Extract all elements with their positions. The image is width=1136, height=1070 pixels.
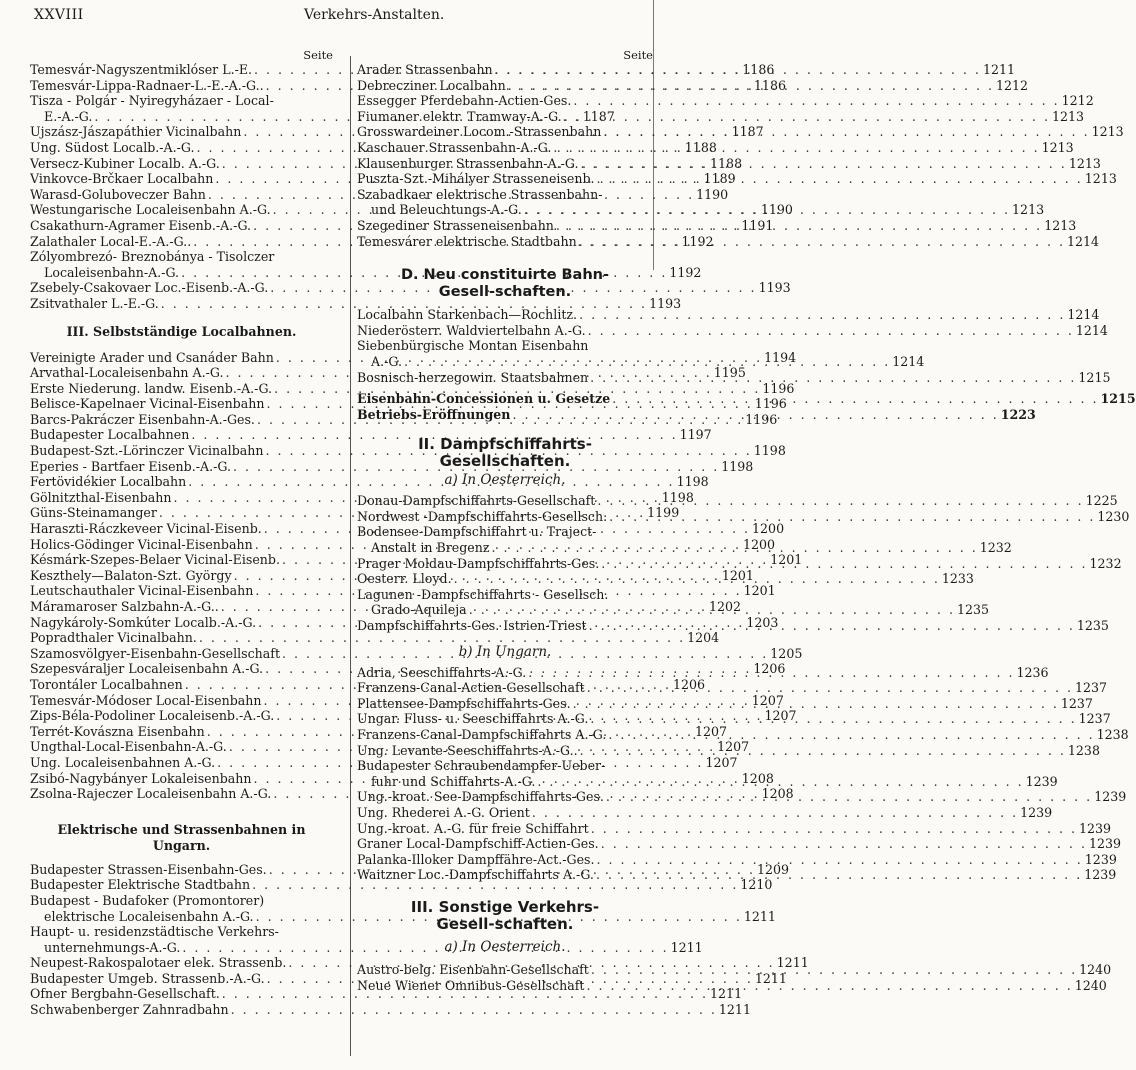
entry-title: Gölnitzthal-Eisenbahn [30, 489, 172, 505]
dot-leader [601, 124, 1089, 140]
entry-page-number: 1199 [647, 505, 680, 521]
entry-page-number: 1195 [713, 365, 746, 381]
entry-page-number: 1225 [1085, 493, 1118, 509]
entry-title: Austro-belg. Eisenbahn-Gesellschaft [357, 961, 589, 977]
entry-title: Donau-Dampfschiffahrts-Gesellschaft [357, 493, 596, 509]
entry-page-number: 1207 [695, 723, 728, 739]
entry-title: Grado-Aquileja [371, 602, 467, 618]
entry-title: Temesvárer elektrische Stadtbahn [357, 233, 577, 249]
entry-title: Popradthaler Vicinalbahn. [30, 630, 197, 646]
dot-leader [577, 234, 1065, 250]
entry-page-number: 1200 [752, 521, 785, 537]
entry-title: Haupt- u. residenzstädtische Verkehrs- [30, 924, 279, 940]
entry-page-number: 1201 [770, 552, 803, 568]
subsection-title: a) In Oesterreich. [444, 938, 566, 955]
index-entry [30, 427, 712, 443]
index-entry [357, 524, 653, 540]
entry-title: Zalathaler Local-E.-A.-G.. [30, 233, 192, 249]
index-entry [30, 443, 786, 459]
index-entry [357, 804, 1053, 821]
entry-page-number: 1233 [941, 571, 974, 587]
section-title: III. Sonstige Verkehrs-Gesell-schaften. [410, 897, 600, 933]
section-title: II. Dampfschiffahrts-Gesellschaften. [418, 435, 592, 471]
entry-title: unternehmungs-A.-G. [44, 939, 181, 955]
entry-page-number: 1236 [1016, 664, 1049, 680]
entry-title: Versecz-Kubiner Localb. A.-G. [30, 155, 220, 171]
index-entry [357, 322, 1108, 339]
entry-page-number: 1211 [754, 970, 787, 986]
dot-leader [535, 774, 1023, 790]
entry-page-number: 1239 [1084, 867, 1117, 883]
entry-page-number: 1190 [760, 202, 793, 218]
entry-page-number: 1213 [1084, 171, 1117, 187]
entry-page-number: 1211 [670, 939, 703, 955]
entry-title: elektrische Localeisenbahn A.-G. [44, 908, 254, 924]
index-entry [30, 93, 333, 109]
entry-title: Budapester Strassen-Eisenbahn-Ges. [30, 861, 267, 877]
entry-page-number: 1240 [1079, 961, 1112, 977]
entry-page-number: 1202 [709, 599, 742, 614]
entry-page-number: 1211 [710, 986, 743, 1002]
entry-title: Arvathal-Localeisenbahn A.-G. [30, 365, 224, 381]
entry-title: Neue Wiener Omnibus-Gesellschaft [357, 977, 585, 993]
entry-title: Budapester Elektrische Stadtbahn [30, 877, 251, 893]
dot-leader [606, 727, 1094, 743]
dot-leader [594, 867, 1082, 883]
index-entry [357, 587, 653, 603]
dot-leader [229, 1002, 717, 1018]
dot-leader [489, 540, 977, 556]
entry-title: Dampfschiffahrts-Ges. Istrien-Triest [357, 618, 587, 634]
index-entry [357, 851, 1117, 868]
entry-page-number: 1186 [753, 77, 786, 93]
entry-title: Vinkovce-Brčkaer Localbahn [30, 171, 214, 187]
dot-leader [530, 805, 1018, 821]
dot-leader [562, 109, 1050, 125]
subsection-title: a) In Oesterreich. [444, 472, 566, 489]
dot-leader [585, 680, 1073, 696]
entry-page-number: 1196 [762, 380, 795, 396]
entry-title: Oesterr. Lloyd. [357, 571, 452, 587]
entry-title: Grosswardeiner Locom.-Strassenbahn [357, 124, 602, 140]
dot-leader [522, 202, 1010, 218]
entry-title: Vereinigte Arader und Csanáder Bahn [30, 349, 274, 365]
index-entry [30, 264, 702, 281]
entry-title: Haraszti-Ráczkeveer Vicinal-Eisenb. [30, 521, 262, 537]
entry-title: Ung.-kroat. See-Dampfschiffahrts-Ges. [357, 789, 604, 805]
entry-title: Ung. Levante-Seeschiffahrts-A.-G.. [357, 742, 578, 758]
entry-title: Erste Niederung. landw. Eisenb.-A.-G. [30, 380, 273, 396]
dot-leader [579, 156, 1067, 172]
entry-title: Ofner Bergbahn-Gesellschaft. [30, 986, 220, 1002]
entry-title: Temesvár-Módoser Local-Eisenbahn [30, 692, 262, 708]
entry-page-number: 1223 [1000, 406, 1036, 422]
entry-page-number: 1237 [1060, 695, 1093, 711]
index-entry [30, 893, 333, 909]
entry-title: Budapester Localbahnen [30, 427, 190, 443]
entry-title: Localeisenbahn-A.-G. [44, 264, 180, 280]
entry-page-number: 1194 [764, 349, 797, 365]
entry-title: Zsibó-Nagybányer Lokaleisenbahn [30, 770, 252, 786]
entry-title: Szamosvölgyer-Eisenbahn-Gesellschaft [30, 645, 281, 661]
entry-title: Fiumaner elektr. Tramway-A.-G. [357, 108, 562, 124]
index-entry [30, 924, 333, 940]
entry-title: Szabadkaer elektrische Strassenbahn- [357, 186, 603, 202]
entry-page-number: 1186 [742, 62, 775, 77]
entry-title: Budapester Schraubendampfer-Ueber- [357, 758, 606, 774]
index-entry [357, 187, 653, 203]
entry-page-number: 1212 [1061, 93, 1094, 109]
entry-title: Csakathurn-Agramer Eisenb.-A.-G. [30, 217, 252, 233]
entry-page-number: 1198 [676, 474, 709, 490]
page-header [34, 7, 648, 27]
entry-title: Fertövidékier Localbahn [30, 474, 187, 490]
entry-title: Puszta-Szt.-Mihályer Strasseneisenb. [357, 171, 595, 187]
entry-title: Niederösterr. Waldviertelbahn A.-G. [357, 322, 586, 338]
entry-page-number: 1196 [745, 411, 778, 427]
dot-leader [467, 602, 955, 618]
entry-page-number: 1213 [1012, 202, 1045, 218]
entry-title: Holics-Gödinger Vicinal-Eisenbahn [30, 536, 253, 552]
dot-leader [604, 789, 1092, 805]
index-entry [30, 380, 795, 397]
entry-title: Nagykároly-Somkúter Localb.-A.-G. [30, 614, 257, 630]
entry-title: Kaschauer Strassenbahn-A.-G. [357, 139, 552, 155]
entry-title: Warasd-Golubovеczer Bahn [30, 186, 206, 202]
seite-label: Seite [303, 48, 333, 62]
entry-page-number: 1203 [746, 614, 779, 630]
entry-title: Zsebely-Csakovaer Loc.-Eisenb.-A.-G. [30, 280, 269, 296]
entry-page-number: 1191 [741, 217, 774, 233]
entry-title: Zsitvathaler L.-E.-G. [30, 295, 159, 311]
entry-title: Anstalt in Bregenz [371, 540, 490, 556]
entry-title: Szegediner Strasseneisenbahn [357, 217, 554, 233]
entry-title: Ung. Südost Localb.-A.-G. [30, 139, 195, 155]
entry-page-number: 1214 [1075, 322, 1108, 338]
entry-page-number: 1238 [1096, 727, 1129, 742]
entry-page-number: 1190 [696, 186, 729, 202]
entry-title: Temesvár-Lippa-Radnaer-L.-E.-A.-G.. [30, 77, 264, 93]
entry-title: Barcs-Pakráczer Eisenbahn-A.-Ges. [30, 411, 255, 427]
entry-page-number: 1235 [1076, 618, 1109, 634]
dot-leader [554, 218, 1042, 234]
entry-title: A.-G. [371, 353, 402, 369]
entry-title: Adria, Seeschiffahrts-A.-G. [357, 664, 527, 680]
entry-page-number: 1193 [758, 280, 791, 296]
entry-title: Terrét-Kovászna Eisenbahn [30, 723, 205, 739]
dot-leader [493, 62, 981, 78]
entry-page-number: 1239 [1084, 851, 1117, 867]
entry-title: Nordwest -Dampfschiffahrts-Gesellsch. [357, 508, 608, 524]
entry-page-number: 1212 [995, 77, 1029, 93]
entry-page-number: 1209 [756, 861, 790, 877]
entry-page-number: 1207 [717, 739, 750, 755]
entry-page-number: 1193 [649, 295, 682, 311]
entry-page-number: 1189 [703, 171, 736, 187]
entry-title: Leutschauthaler Vicinal-Eisenbahn [30, 583, 254, 599]
entry-page-number: 1211 [776, 955, 809, 971]
index-entry [30, 249, 333, 265]
entry-title: Temesvár-Nagyszentmiklóser L.-E. [30, 62, 253, 77]
entry-page-number: 1237 [1078, 711, 1111, 727]
entry-page-number: 1213 [1068, 155, 1101, 171]
index-entry [30, 908, 776, 925]
dot-leader [587, 618, 1075, 634]
dot-leader [402, 354, 890, 370]
index-entry [30, 877, 773, 893]
entry-page-number: 1196 [754, 396, 787, 412]
entry-page-number: 1213 [1041, 139, 1074, 155]
dot-leader [551, 140, 1039, 156]
entry-title: Budapest - Budafoker (Promontorer) [30, 892, 265, 908]
entry-page-number: 1213 [1051, 108, 1085, 124]
entry-title: Westungarische Localeisenbahn A.-G. [30, 202, 271, 218]
entry-title: Belisce-Kapelnaer Vicinal-Eisenbahn [30, 396, 265, 412]
entry-page-number: 1239 [1088, 836, 1122, 852]
entry-title: E.-A.-G. [44, 108, 93, 124]
entry-page-number: 1211 [718, 1002, 751, 1018]
entry-title: Torontáler Localbahnen [30, 676, 183, 692]
entry-page-number: 1200 [742, 536, 776, 552]
entry-page-number: 1206 [753, 661, 786, 677]
dot-leader [586, 323, 1074, 339]
entry-title: fuhr und Schiffahrts-A.-G. [371, 773, 536, 789]
dot-leader [584, 978, 1072, 994]
section-title: III. Selbstständige Localbahnen. [66, 323, 297, 339]
entry-title: Ujszász-Jászapáthier Vicinalbahn [30, 124, 242, 140]
entry-title: Graner Local-Dampfschiff-Actien-Ges. [357, 836, 599, 852]
index-entry [30, 458, 754, 475]
entry-page-number: 1214 [892, 353, 925, 369]
entry-title: Güns-Steinamanger [30, 505, 157, 521]
dot-leader [599, 556, 1087, 572]
entry-page-number: 1188 [684, 139, 717, 155]
entry-page-number: 1232 [979, 540, 1012, 556]
entry-page-number: 1239 [1094, 789, 1127, 805]
entry-title: Bodensee-Dampfschiffahrt u. Traject- [357, 524, 597, 540]
entry-page-number: 1239 [1025, 773, 1058, 789]
entry-page-number: 1210 [740, 877, 773, 893]
entry-title: Ungthal-Local-Eisenbahn-A.-G. [30, 739, 227, 755]
entry-title: Ung. Localeisenbahnen A.-G. [30, 754, 216, 770]
entry-page-number: 1214 [1067, 233, 1100, 249]
entry-page-number: 1201 [743, 583, 776, 599]
entry-title: Neupest-Rakospalotaer elek. Strassenb. [30, 955, 287, 971]
entry-title: Franzens-Canal-Actien-Gesellschaft [357, 680, 585, 696]
entry-title: Zólyombrezó- Breznobánya - Tisolczer [30, 249, 275, 265]
dot-leader [588, 370, 1076, 386]
dot-leader [571, 93, 1059, 109]
entry-page-number: 1239 [1020, 804, 1053, 820]
entry-title: Késmárk-Szepes-Belaer Vicinal-Eisenb. [30, 552, 280, 568]
entry-title: Keszthely—Balaton-Szt. György [30, 567, 232, 583]
entry-page-number: 1237 [1075, 680, 1108, 696]
index-entry [357, 338, 653, 354]
entry-title: Máramaroser Salzbahn-A.-G.. [30, 599, 219, 614]
entry-title: Budapester Umgeb. Strassenb.-A.-G. [30, 970, 265, 986]
entry-page-number: 1206 [672, 676, 706, 692]
entry-page-number: 1205 [770, 645, 803, 661]
dot-leader [577, 307, 1065, 323]
dot-leader [607, 509, 1095, 525]
subsection-title: b) In Ungarn. [458, 643, 552, 660]
entry-page-number: 1213 [1044, 217, 1077, 233]
entry-page-number: 1207 [751, 692, 784, 708]
entry-page-number: 1214 [1067, 307, 1100, 323]
index-entry [30, 630, 720, 646]
entry-title: Localbahn Starkenbach—Rochlitz. [357, 307, 578, 323]
entry-title: Prager Moldau-Dampfschiffahrts-Ges. [357, 555, 600, 571]
dot-leader [571, 696, 1059, 712]
index-entry [30, 280, 791, 296]
dot-leader [506, 78, 994, 94]
entry-title: Arader Strassenbahn [357, 62, 493, 77]
entry-page-number: 1192 [681, 233, 714, 249]
entry-title: Schwabenberger Zahnradbahn [30, 1002, 229, 1018]
index-entry [357, 820, 1112, 837]
entry-page-number: 1208 [761, 786, 794, 802]
dot-leader [452, 571, 940, 587]
entry-page-number: 1213 [1091, 124, 1124, 140]
dot-leader [510, 407, 998, 423]
page-number: XXVIII [34, 7, 84, 23]
entry-page-number: 1232 [1089, 555, 1122, 571]
entry-page-number: 1198 [753, 443, 786, 459]
entry-page-number: 1187 [731, 124, 764, 140]
section-title: Elektrische und Strassenbahnen in Ungarn. [57, 821, 306, 853]
entry-page-number: 1240 [1074, 977, 1107, 993]
entry-page-number: 1192 [669, 264, 702, 280]
entry-title: Zips-Béla-Podoliner Localeisenb.-A.-G. [30, 708, 275, 724]
index-entry [357, 307, 1100, 323]
entry-title: Siebenbürgische Montan Eisenbahn [357, 338, 589, 354]
entry-title: Essegger Pferdebahn-Actien-Ges. [357, 93, 572, 109]
dot-leader [578, 743, 1066, 759]
index-entry [357, 108, 1085, 125]
entry-page-number: 1204 [687, 630, 720, 646]
entry-title: Franzens-Canal-Dampfschiffahrts A.-G. [357, 727, 607, 742]
entry-page-number: 1207 [764, 708, 797, 724]
entry-title: Zsolna-Rajeczer Localeisenbahn A.-G. [30, 786, 272, 802]
entry-page-number: 1198 [661, 489, 694, 505]
entry-title: Lagunen -Dampfschiffahrts - Gesellsch. [357, 586, 609, 602]
entry-page-number: 1188 [710, 155, 743, 171]
entry-page-number: 1238 [1067, 742, 1100, 758]
entry-title: Klausenburger Strassenbahn-A.-G. [357, 155, 579, 171]
page-title: Verkehrs-Anstalten. [304, 7, 445, 23]
entry-page-number: 1239 [1078, 820, 1112, 836]
entry-title: Szepesváraljer Localeisenbahn A.-G. [30, 661, 264, 677]
entry-title: Tisza - Polgár - Nyiregyházaer - Local- [30, 93, 274, 109]
dot-leader [595, 493, 1083, 509]
entry-page-number: 1201 [721, 567, 754, 583]
index-entry [357, 758, 653, 774]
entry-title: Waitzner Loc.-Dampfschiffahrts A.-G. [357, 867, 594, 883]
entry-page-number: 1208 [741, 770, 774, 786]
entry-title: Debrecziner Localbahn [357, 77, 506, 93]
entry-title: Bosnisch-herzegowin. Staatsbahnen [357, 369, 589, 385]
entry-page-number: 1215 [1078, 369, 1111, 385]
entry-title: Palanka-Illoker Dampffähre-Act.-Ges. [357, 851, 595, 867]
entry-page-number: 1207 [705, 754, 738, 770]
entry-page-number: 1215 [1100, 391, 1136, 407]
index-entry [30, 295, 682, 312]
index-entry [30, 1002, 751, 1018]
entry-page-number: 1230 [1097, 508, 1130, 524]
entry-title: Betriebs-Eröffnungen [357, 406, 511, 422]
index-entry [30, 986, 743, 1002]
dot-leader [588, 711, 1076, 727]
dot-leader [595, 852, 1083, 868]
dot-leader [610, 391, 1098, 407]
entry-title: Eisenbahn-Concessionen u. Gesetze [357, 391, 611, 407]
entry-page-number: 1211 [982, 62, 1015, 77]
entry-page-number: 1235 [956, 602, 990, 618]
entry-title: und Beleuchtungs-A.-G. [371, 202, 522, 218]
index-entry [357, 836, 1122, 852]
entry-page-number: 1198 [721, 458, 754, 474]
entry-title: Plattensee-Dampfschiffahrts-Ges. [357, 695, 571, 711]
entry-page-number: 1187 [582, 108, 615, 124]
seite-label: Seite [623, 48, 653, 62]
section-title: D. Neu constituirte Bahn-Gesell-schaften. [400, 267, 610, 301]
dot-leader [589, 962, 1077, 978]
index-entry [357, 93, 1094, 109]
entry-title: Budapest-Szt.-Lörinczer Vicinalbahn [30, 443, 264, 459]
entry-title: Ungar. Fluss- u. Seeschiffahrts A.-G. [357, 711, 589, 727]
entry-page-number: 1211 [743, 908, 776, 924]
dot-leader [589, 821, 1077, 837]
dot-leader [526, 665, 1014, 681]
entry-title: Ung.-kroat. A.-G. für freie Schiffahrt [357, 820, 589, 836]
entry-page-number: 1197 [679, 427, 712, 443]
entry-title: Eperies - Bartfaer Eisenb.-A.-G. [30, 458, 231, 474]
dot-leader [599, 836, 1087, 852]
entry-title: Ung. Rhederei A.-G. Orient [357, 804, 530, 820]
dot-leader [595, 171, 1083, 187]
